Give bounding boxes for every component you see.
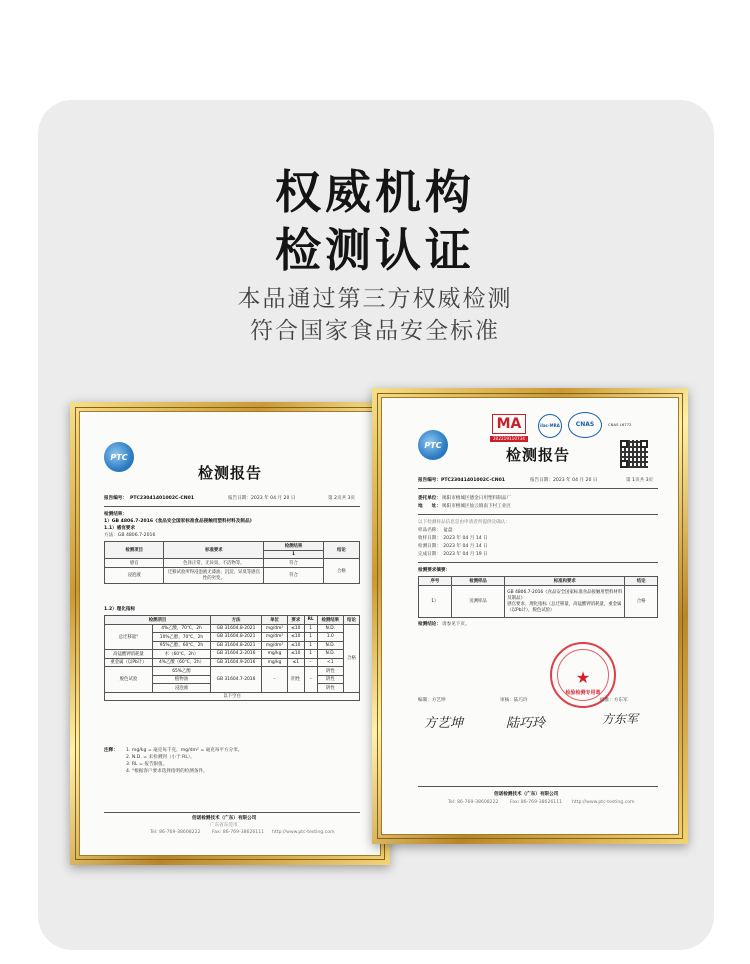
signature-compiler: 方艺坤 xyxy=(424,716,464,731)
report-date: 报告日期：2023 年 04 月 20 日 xyxy=(228,496,296,501)
subtitle-line-2: 符合国家食品安全标准 xyxy=(250,318,500,344)
cnas-number: CNAS L6772 xyxy=(608,422,632,427)
note-1: 1. mg/kg = 毫克每千克，mg/dm² = 毫克每平方分米。 xyxy=(126,748,243,753)
report-no: PTC23041401002C-CN01 xyxy=(130,496,195,501)
table-row: 植物油 阴性 xyxy=(105,675,360,684)
table-row: 脱色试验 65%乙醇 GB 31604.7-2016 – 阴性 – 阴性 xyxy=(105,667,360,676)
signature-approver: 方东军 xyxy=(602,712,639,726)
address-label: 地 址： xyxy=(418,504,441,509)
client-label: 委托单位： xyxy=(418,496,441,501)
signer-approver: 批准：方东军 xyxy=(600,698,628,703)
cnas-logo-icon: CNAS xyxy=(568,412,602,438)
headline-line-2: 检测认证 xyxy=(275,223,475,277)
report-no: 报告编号：PTC23041401002C-CN01 xyxy=(418,478,505,483)
company-web: http://www.ptc-testing.com xyxy=(272,830,335,835)
certificate-frame-right xyxy=(372,388,688,844)
standard-line: 1）GB 4806.7-2016《食品安全国家标准食品接触用塑料材料及制品》 xyxy=(104,519,255,524)
page-number: 第 1页共 3页 xyxy=(626,478,654,483)
company-address: 广东省东莞市 xyxy=(210,823,238,828)
result-label: 检测结果： xyxy=(104,512,127,517)
received-date: 收样日期： 2023 年 04 月 14 日 xyxy=(418,536,488,541)
physchem-table: 检测项目 方法 单位 要求 RL 检测结果 结论 总迁移量° 4%乙酸，70℃，2h GB 31604.8-2021 mg/dm² ≤10 1 N.D. 合格 10%乙醇，70℃，2h GB 31604.8-2021 mg/dm² ≤10 1 1.0 95%乙醇，60℃，2h GB 31604.8-2021 mg/dm² ≤10 1 N.D. 高锰酸钾消耗量 水（60℃，2h） GB 31604.2-2016 mg/kg ≤10 1 N.D. 重金属（以Pb计） 4%乙酸（60℃，2h） GB 31604.9-2016 mg/kg ≤1 – <1 脱色试验 65%乙醇 GB 31604.7-2016 – 阴性 – 阴性 植物油 阴性 浸泡液 阴性 以下空白 xyxy=(104,615,360,701)
section-physchem: 1.2）理化指标 xyxy=(104,607,136,612)
company-name: 佰诺检测技术（广东）有限公司 xyxy=(192,816,257,821)
sample-info-line: 以下检测样品信息是由申请者所提供及确认： xyxy=(418,520,510,525)
company-fax: Fax: 86-769-38626111 xyxy=(510,800,563,805)
signer-reviewer: 审核：陆巧玲 xyxy=(500,698,528,703)
report-no-label: 报告编号： xyxy=(104,496,127,501)
certificate-frame-left xyxy=(70,402,390,865)
client-name: 揭阳市榕城区德金日用塑料制品厂 xyxy=(442,496,511,501)
qr-code-icon xyxy=(620,440,648,468)
note-2: 2. N.D. = 未检测到（小于 RL）。 xyxy=(126,755,195,760)
official-stamp-icon: ★ 检验检测专用章 xyxy=(550,642,616,708)
table-row: 重金属（以Pb计） 4%乙酸（60℃，2h） GB 31604.9-2016 mg/kg ≤1 – <1 xyxy=(105,658,360,667)
notes-label: 注释： xyxy=(104,748,118,753)
table-row: 浸泡液 阴性 xyxy=(105,684,360,693)
report-title: 检测报告 xyxy=(506,446,571,464)
report-date: 报告日期：2023 年 04 月 20 日 xyxy=(530,478,598,483)
company-web: http://www.ptc-testing.com xyxy=(572,800,635,805)
finish-date: 完成日期： 2023 年 04 月 19 日 xyxy=(418,552,488,557)
cma-logo-icon: MA xyxy=(492,414,526,434)
table-row: 95%乙醇，60℃，2h GB 31604.8-2021 mg/dm² ≤10 1 N.D. xyxy=(105,641,360,650)
note-3: 3. RL = 报告限值。 xyxy=(126,762,168,767)
report-title: 检测报告 xyxy=(198,464,263,482)
conclusion-label: 检测结论： xyxy=(418,622,441,627)
section-sensory: 1.1）感官要求 xyxy=(104,526,136,531)
ptc-logo-icon: PTC xyxy=(104,442,134,472)
certificate-page-left xyxy=(79,411,381,856)
subtitle-line-1: 本品通过第三方权威检测 xyxy=(237,286,513,312)
table-row: 1） 送测样品 GB 4806.7-2016《食品安全国家标准食品接触用塑料材料及制品》 感官要求，理化指标（总迁移量，高锰酸钾消耗量，重金属（以Pb计），脱色试验） 合格 xyxy=(419,585,658,617)
table-row: 总迁移量° 4%乙酸，70℃，2h GB 31604.8-2021 mg/dm² ≤10 1 N.D. 合格 xyxy=(105,624,360,633)
table-row: 感官 色泽正常，无异臭、不洁物等。 符合 合格 xyxy=(105,559,360,568)
client-address: 揭阳市榕城区仙云镇南下村工业区 xyxy=(442,504,511,509)
cma-number: 202219110734 xyxy=(490,436,528,442)
table-row: 浸泡液 迁移试验所得浸泡液无漆油、沉淀、异臭等感官性的劣变。 符合 xyxy=(105,567,360,583)
ilac-logo-icon: ilac-MRA xyxy=(538,414,562,438)
test-date: 检测日期： 2023 年 04 月 14 日 xyxy=(418,544,488,549)
signature-reviewer: 陆巧玲 xyxy=(506,716,546,731)
ptc-logo-icon: PTC xyxy=(418,430,448,460)
summary-label: 检测要求摘要： xyxy=(418,568,451,573)
method-line: 方法：GB 4806.7-2016 xyxy=(104,533,156,538)
page-number: 第 2页共 3页 xyxy=(328,496,356,501)
table-row: 高锰酸钾消耗量 水（60℃，2h） GB 31604.2-2016 mg/kg ≤10 1 N.D. xyxy=(105,650,360,659)
company-name: 佰诺检测技术（广东）有限公司 xyxy=(494,792,559,797)
table-row: 10%乙醇，70℃，2h GB 31604.8-2021 mg/dm² ≤10 1 1.0 xyxy=(105,633,360,642)
certificate-page-right xyxy=(381,397,679,835)
sample-name: 样品名称： 盆盘 xyxy=(418,528,453,533)
summary-table: 序号 检测样品 标准和要求 结论 1） 送测样品 GB 4806.7-2016《食品安全国家标准食品接触用塑料材料及制品》 感官要求，理化指标（总迁移量，高锰酸钾消耗量，重金属（以Pb计），脱色试验） 合格 xyxy=(418,576,658,618)
signer-compiler: 编制：方艺坤 xyxy=(418,698,446,703)
company-tel: Tel: 86-769-38608222 xyxy=(448,800,499,805)
headline-line-1: 权威机构 xyxy=(275,165,475,219)
sensory-table: 检测项目 标准要求 检测结果 结论 1 感官 色泽正常，无异臭、不洁物等。 符合 合格 浸泡液 迁移试验所得浸泡液无漆油、沉淀、异臭等感官性的劣变。 符合 xyxy=(104,541,360,584)
note-4: 4. °根据客户要求选择指明的检测条件。 xyxy=(126,769,208,774)
conclusion-text: 请参见下页。 xyxy=(442,622,470,627)
company-tel: Tel: 86-769-38608222 xyxy=(150,830,201,835)
company-fax: Fax: 86-769-38626111 xyxy=(212,830,265,835)
